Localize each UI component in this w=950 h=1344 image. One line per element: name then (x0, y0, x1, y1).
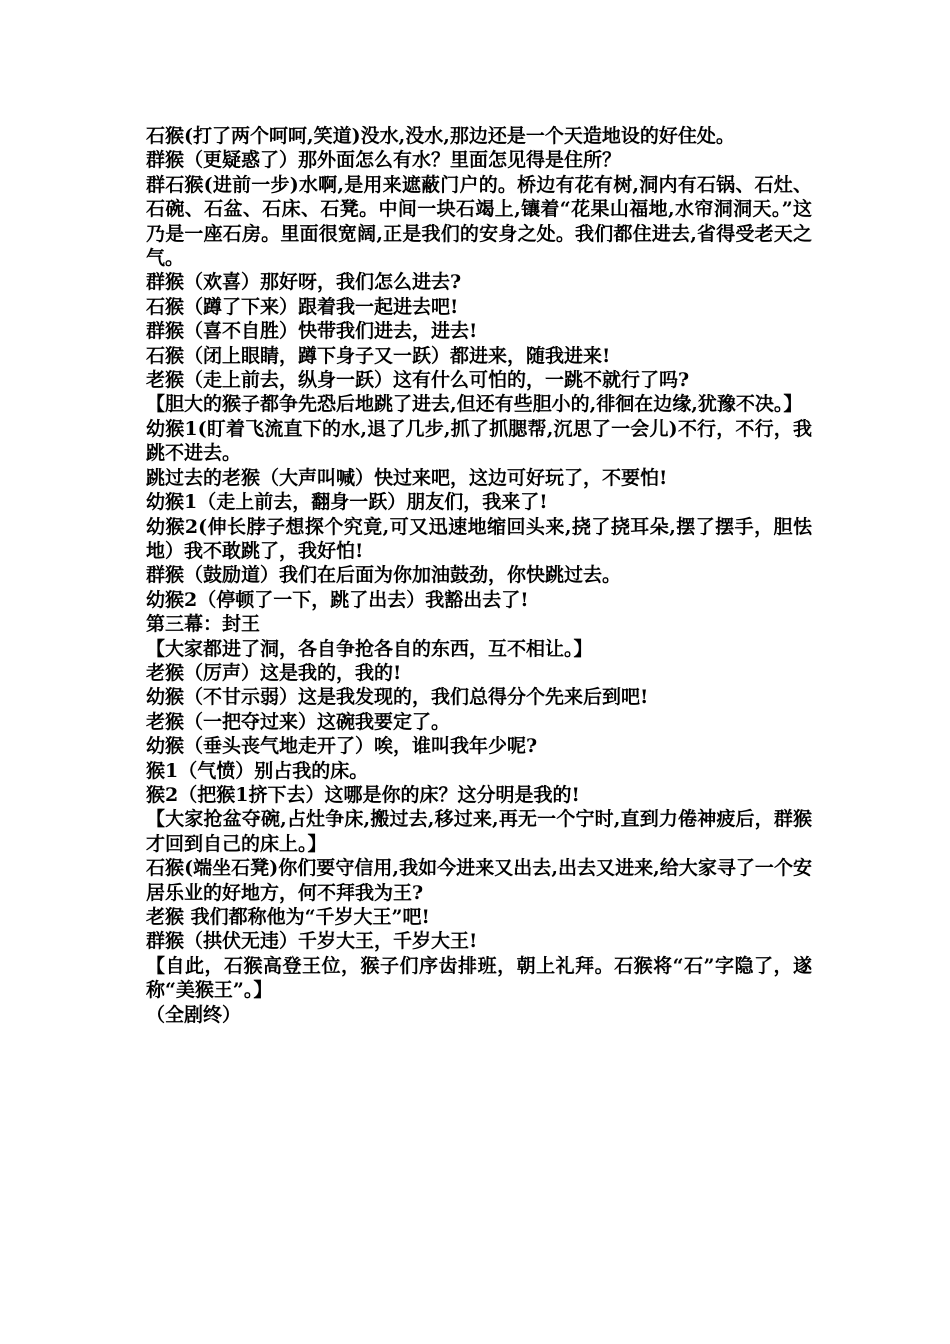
script-line: 老猴（一把夺过来）这碗我要定了。 (146, 710, 451, 733)
script-line: 石猴(打了两个呵呵,笑道)没水,没水,那边还是一个天造地设的好住处。 (146, 125, 735, 147)
script-line: 幼猴1(盯着飞流直下的水,退了几步,抓了抓腮帮,沉思了一会儿)不行，不行，我跳不进去。 (146, 417, 812, 465)
script-line: 幼猴1（走上前去，翻身一跃）朋友们，我来了! (146, 491, 548, 514)
script-line: 猴2（把猴1挤下去）这哪是你的床？这分明是我的! (146, 783, 580, 806)
script-line: 幼猴2（停顿了一下，跳了出去）我豁出去了! (146, 588, 529, 611)
script-line: 幼猴（不甘示弱）这是我发现的，我们总得分个先来后到吧! (146, 686, 649, 709)
stage-direction: 【大家都进了洞，各自争抢各自的东西，互不相让。】 (146, 637, 593, 660)
script-line: 群猴（拱伏无违）千岁大王，千岁大王! (146, 930, 478, 953)
script-line: 跳过去的老猴（大声叫喊）快过来吧，这边可好玩了，不要怕! (146, 466, 668, 489)
script-line: 群猴（欢喜）那好呀，我们怎么进去? (146, 271, 462, 294)
play-script (146, 124, 812, 1027)
script-line: 老猴 我们都称他为“千岁大王”吧! (146, 906, 430, 928)
script-line: 石猴（蹲了下来）跟着我一起进去吧! (146, 295, 459, 318)
script-line: 石猴（闭上眼睛，蹲下身子又一跃）都进来，随我进来! (146, 344, 611, 367)
script-line: 石猴(端坐石凳)你们要守信用,我如今进来又出去,出去又进来,给大家寻了一个安居乐业的好地方，何不拜我为王? (146, 857, 812, 904)
script-line: 老猴（走上前去，纵身一跃）这有什么可怕的，一跳不就行了吗? (146, 369, 690, 392)
stage-direction: 【自此，石猴高登王位，猴子们序齿排班，朝上礼拜。石猴将“石”字隐了，遂称“美猴王”。】 (146, 954, 812, 1002)
script-line: 老猴（厉声）这是我的，我的! (146, 661, 402, 684)
script-line: 幼猴2(伸长脖子想探个究竟,可又迅速地缩回头来,挠了挠耳朵,摆了摆手，胆怯地）我不敢跳了，我好怕! (146, 515, 812, 562)
script-line: 群猴（喜不自胜）快带我们进去，进去! (146, 320, 478, 343)
ending-note: （全剧终） (146, 1003, 242, 1026)
stage-direction: 【大家抢盆夺碗,占灶争床,搬过去,移过来,再无一个宁时,直到力倦神疲后，群猴才回到自己的床上。】 (146, 808, 812, 855)
stage-direction: 【胆大的猴子都争先恐后地跳了进去,但还有些胆小的,徘徊在边缘,犹豫不决。】 (146, 393, 803, 416)
script-line: 群石猴(进前一步)水啊,是用来遮蔽门户的。桥边有花有树,洞内有石锅、石灶、石碗、石盆、石床、石凳。中间一块石竭上,镶着“花果山福地,水帘洞洞天。”这乃是一座石房。里面很宽阔,正是我们的安身之处。我们都住进去,省得受老天之气。 (146, 173, 812, 270)
script-line: 猴1（气愤）别占我的床。 (146, 759, 369, 782)
script-line: 群猴（更疑惑了）那外面怎么有水？里面怎见得是住所？ (146, 149, 622, 172)
script-line: 幼猴（垂头丧气地走开了）唉，谁叫我年少呢? (146, 735, 538, 758)
script-line: 群猴（鼓励道）我们在后面为你加油鼓劲，你快跳过去。 (146, 564, 622, 587)
act-heading: 第三幕：封王 (146, 613, 261, 636)
